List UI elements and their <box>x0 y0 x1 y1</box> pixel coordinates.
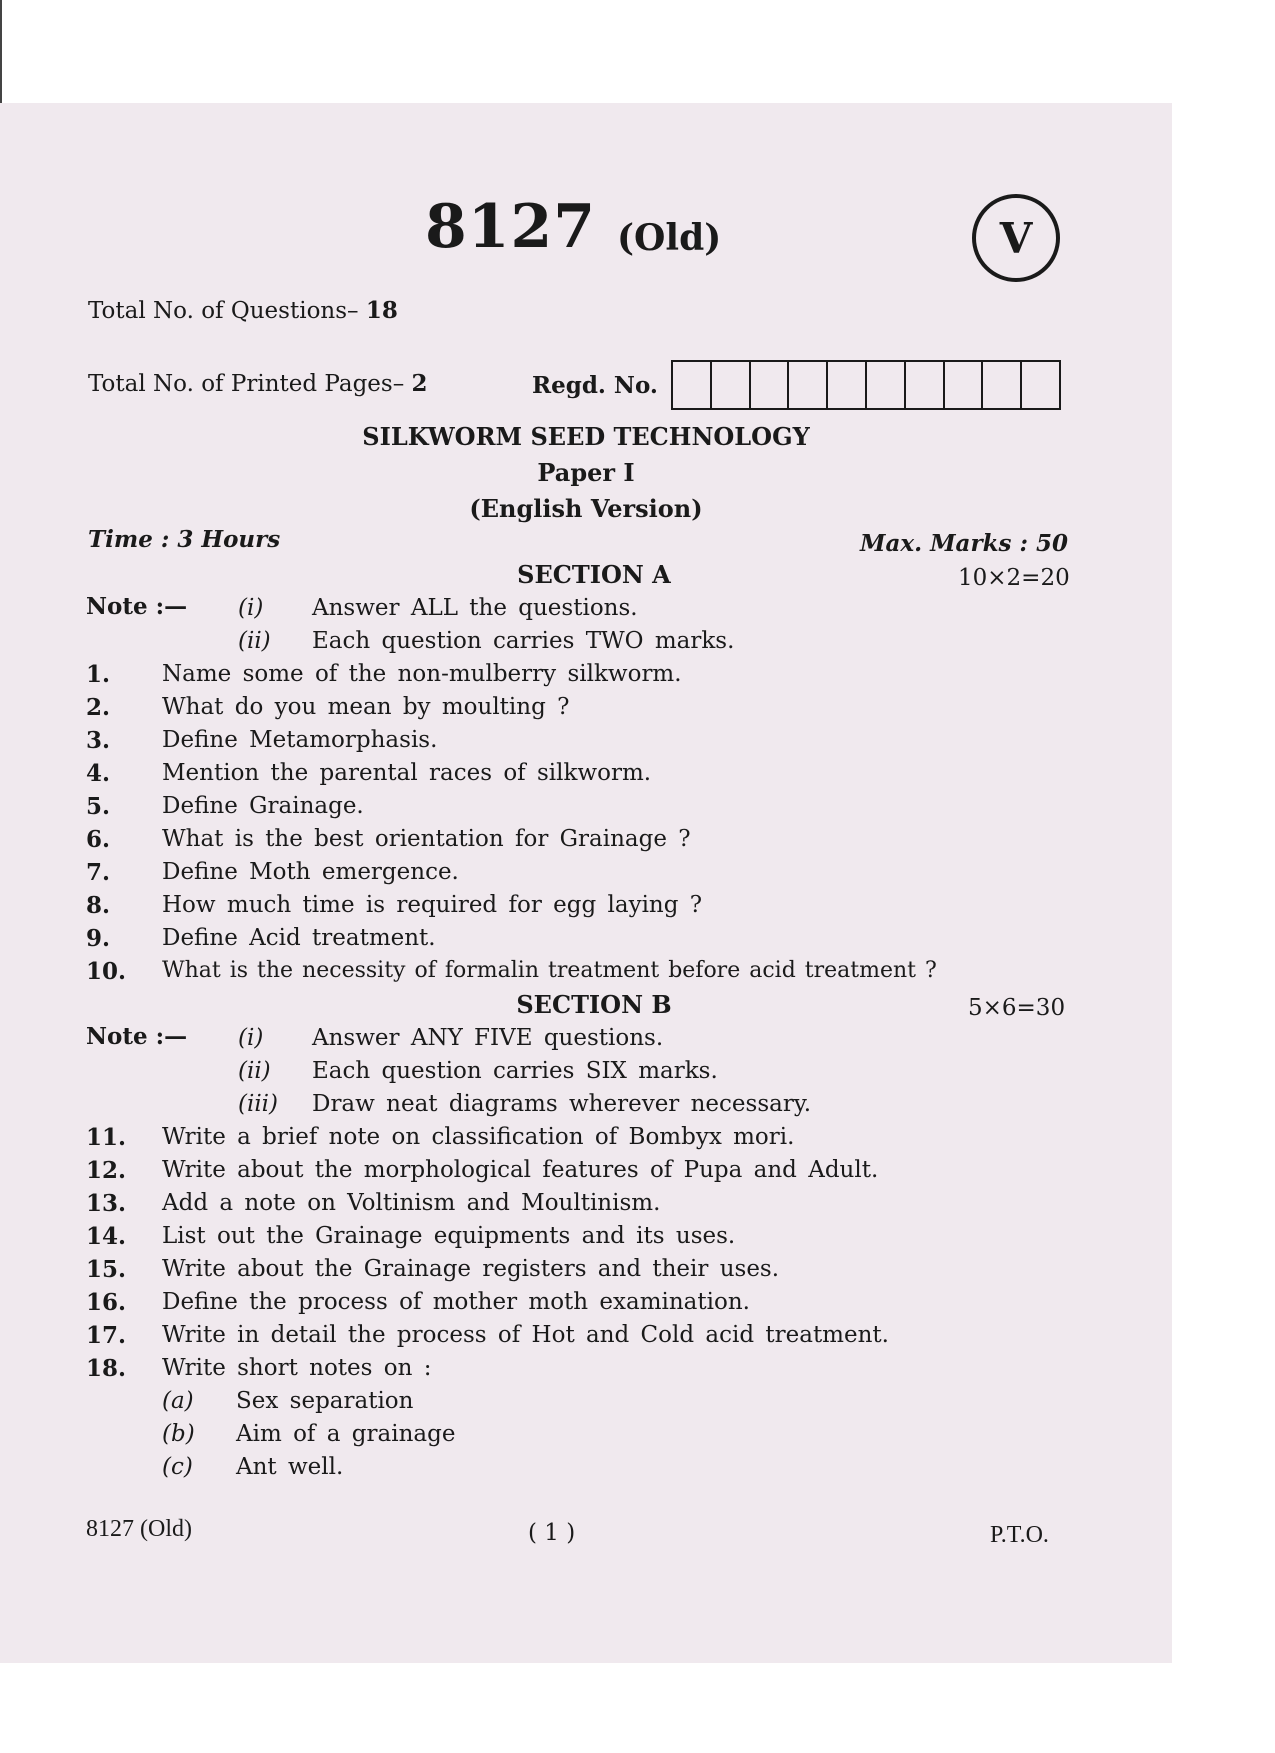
section-a-heading: SECTION A <box>517 560 671 589</box>
question-text: Write short notes on : <box>162 1355 432 1381</box>
note-number: (i) <box>238 1025 264 1051</box>
question-number: 13. <box>86 1190 127 1217</box>
question-number: 6. <box>86 826 111 853</box>
question-number: 11. <box>86 1124 127 1151</box>
question-text: What is the best orientation for Grainage ? <box>162 826 691 852</box>
question-text: Define Grainage. <box>162 793 364 819</box>
total-pages-value: 2 <box>411 370 428 397</box>
total-questions <box>88 297 398 324</box>
regd-box-cell <box>789 362 828 408</box>
question-text: Mention the parental races of silkworm. <box>162 760 652 786</box>
regd-box-cell <box>867 362 906 408</box>
regd-box-cell <box>906 362 945 408</box>
subject-title: SILKWORM SEED TECHNOLOGY <box>362 422 810 451</box>
note-number: (ii) <box>238 1058 271 1084</box>
question-number: 4. <box>86 760 111 787</box>
question-text: What do you mean by moulting ? <box>162 694 570 720</box>
time-allowed: Time : 3 Hours <box>88 526 281 553</box>
question-text: Write in detail the process of Hot and Cold acid treatment. <box>162 1322 889 1348</box>
regd-box-cell <box>1022 362 1059 408</box>
question-text: How much time is required for egg laying ? <box>162 892 703 918</box>
paper-code: 8127 <box>425 192 596 262</box>
regd-no-label: Regd. No. <box>532 372 658 399</box>
section-a-marks: 10×2=20 <box>958 565 1070 591</box>
note-text: Each question carries TWO marks. <box>312 628 735 654</box>
section-b-marks: 5×6=30 <box>968 995 1066 1021</box>
question-number: 7. <box>86 859 111 886</box>
question-text: Write about the Grainage registers and their uses. <box>162 1256 780 1282</box>
regd-box-cell <box>945 362 984 408</box>
question-number: 14. <box>86 1223 127 1250</box>
note-text: Answer ALL the questions. <box>312 595 638 621</box>
sub-part-text: Sex separation <box>236 1388 414 1414</box>
version-mark-letter: V <box>999 213 1033 263</box>
sub-part-text: Aim of a grainage <box>236 1421 456 1447</box>
paper-code-suffix: (Old) <box>617 217 722 259</box>
sub-part-text: Ant well. <box>236 1454 344 1480</box>
question-number: 2. <box>86 694 111 721</box>
question-number: 8. <box>86 892 111 919</box>
question-text: Define Moth emergence. <box>162 859 459 885</box>
sub-part-label: (a) <box>162 1388 194 1414</box>
section-b-note-label: Note :— <box>86 1023 188 1050</box>
question-text: What is the necessity of formalin treatment before acid treatment ? <box>162 958 937 983</box>
page-number: ( 1 ) <box>528 1520 576 1546</box>
paper-number: Paper I <box>537 458 635 487</box>
note-text: Each question carries SIX marks. <box>312 1058 718 1084</box>
question-number: 18. <box>86 1355 127 1382</box>
section-b-heading: SECTION B <box>516 990 672 1019</box>
question-number: 5. <box>86 793 111 820</box>
note-number: (iii) <box>238 1091 279 1117</box>
max-marks: Max. Marks : 50 <box>860 530 1068 557</box>
regd-box-cell <box>673 362 712 408</box>
version-mark-badge <box>972 194 1060 282</box>
question-number: 15. <box>86 1256 127 1283</box>
question-text: Name some of the non-mulberry silkworm. <box>162 661 682 687</box>
question-text: Write a brief note on classification of Bombyx mori. <box>162 1124 795 1150</box>
language-version: (English Version) <box>469 494 703 523</box>
note-number: (ii) <box>238 628 271 654</box>
total-pages <box>88 370 428 397</box>
question-text: Define Metamorphasis. <box>162 727 438 753</box>
question-text: List out the Grainage equipments and its uses. <box>162 1223 736 1249</box>
note-text: Draw neat diagrams wherever necessary. <box>312 1091 812 1117</box>
question-number: 12. <box>86 1157 127 1184</box>
question-text: Add a note on Voltinism and Moultinism. <box>162 1190 661 1216</box>
sub-part-label: (c) <box>162 1454 193 1480</box>
question-number: 10. <box>86 958 127 985</box>
please-turn-over: P.T.O. <box>990 1522 1049 1548</box>
regd-box-cell <box>828 362 867 408</box>
note-number: (i) <box>238 595 264 621</box>
total-questions-label: Total No. of Questions– <box>88 298 359 324</box>
question-number: 16. <box>86 1289 127 1316</box>
total-questions-value: 18 <box>365 297 398 324</box>
section-a-note-label: Note :— <box>86 593 188 620</box>
scan-edge-line <box>0 0 2 103</box>
question-number: 17. <box>86 1322 127 1349</box>
regd-box-cell <box>712 362 751 408</box>
regd-box-cell <box>983 362 1022 408</box>
question-text: Define Acid treatment. <box>162 925 436 951</box>
question-text: Write about the morphological features of Pupa and Adult. <box>162 1157 879 1183</box>
regd-no-boxes <box>671 360 1061 410</box>
total-pages-label: Total No. of Printed Pages– <box>88 371 405 397</box>
question-number: 3. <box>86 727 111 754</box>
question-number: 1. <box>86 661 111 688</box>
note-text: Answer ANY FIVE questions. <box>312 1025 664 1051</box>
sub-part-label: (b) <box>162 1421 195 1447</box>
question-number: 9. <box>86 925 111 952</box>
regd-box-cell <box>751 362 790 408</box>
question-text: Define the process of mother moth examination. <box>162 1289 750 1315</box>
footer-paper-code: 8127 (Old) <box>86 1516 192 1542</box>
